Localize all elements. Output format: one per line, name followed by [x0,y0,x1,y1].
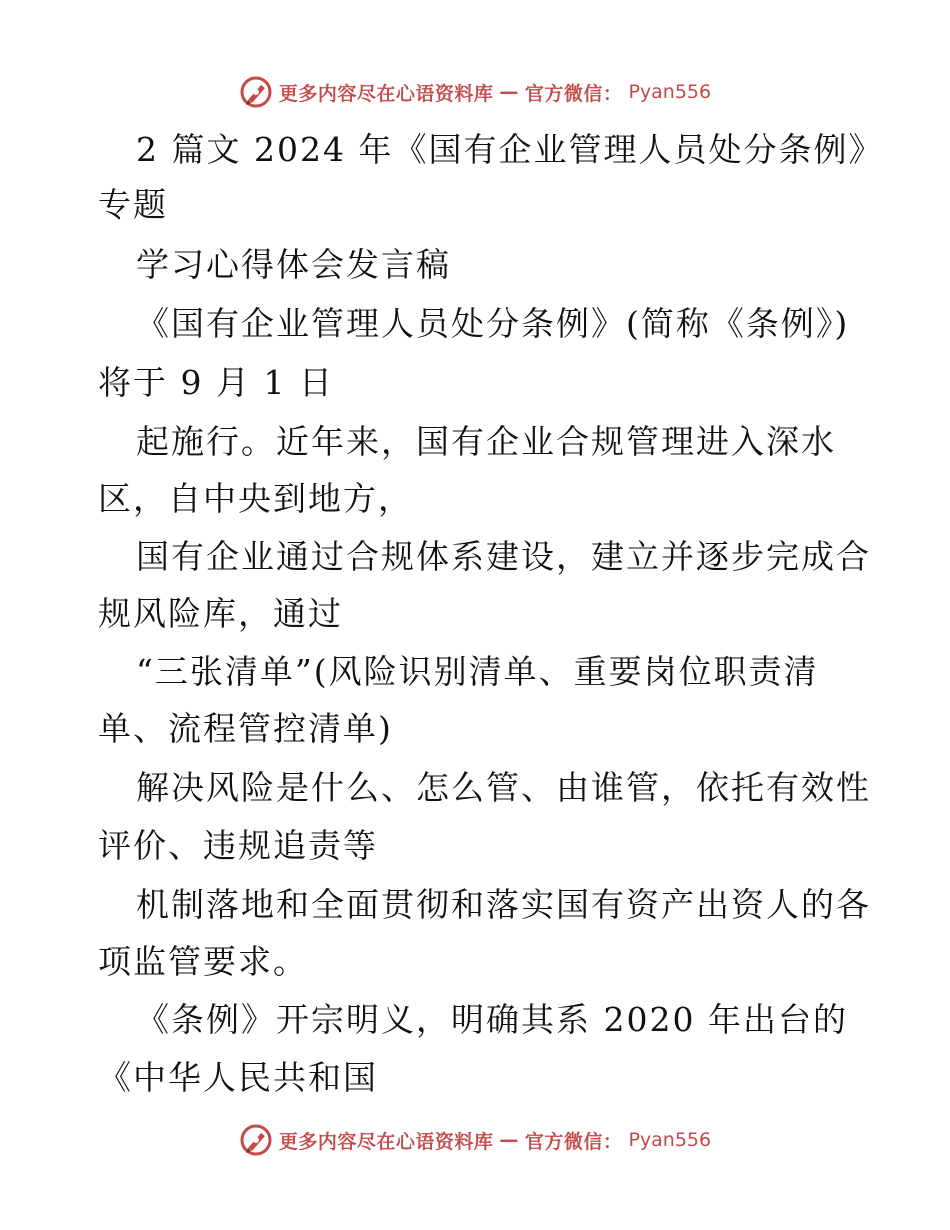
pen-logo-icon [239,75,273,109]
pen-logo-icon [239,1123,273,1157]
text-line: 规风险库，通过 [98,594,343,633]
watermark-label: 官方微信： [524,82,623,105]
text-line: “三张清单”(风险识别清单、重要岗位职责清 [136,652,819,691]
text-line: 国有企业通过合规体系建设，建立并逐步完成合 [136,537,871,576]
text-line: 起施行。近年来，国有企业合规管理进入深水 [136,422,836,461]
watermark-main-text: 更多内容尽在心语资料库 [278,82,494,105]
text-line: 《国有企业管理人员处分条例》(简称《条例》) [136,304,850,343]
text-line-subtitle: 学习心得体会发言稿 [136,245,451,284]
header-watermark [0,72,950,112]
watermark-separator: — [499,1129,519,1151]
text-line: 《中华人民共和国 [98,1058,378,1097]
text-line-title: 2 篇文 2024 年《国有企业管理人员处分条例》 [136,130,884,169]
text-line: 《条例》开宗明义，明确其系 2020 年出台的 [136,1000,848,1039]
text-line: 解决风险是什么、怎么管、由谁管，依托有效性 [136,768,871,807]
text-line-title-continued: 专题 [98,185,168,224]
watermark-wechat-id: Pyan556 [628,1129,712,1151]
watermark-separator: — [499,81,519,103]
text-line: 评价、违规追责等 [98,826,378,865]
footer-watermark [0,1120,950,1160]
text-line: 项监管要求。 [98,942,308,981]
watermark-main-text: 更多内容尽在心语资料库 [278,1130,494,1153]
text-line: 将于 9 月 1 日 [98,363,334,402]
watermark-wechat-id: Pyan556 [628,81,712,103]
text-line: 区，自中央到地方， [98,479,413,518]
text-line: 单、流程管控清单) [98,709,393,748]
watermark-label: 官方微信： [524,1130,623,1153]
text-line: 机制落地和全面贯彻和落实国有资产出资人的各 [136,885,871,924]
